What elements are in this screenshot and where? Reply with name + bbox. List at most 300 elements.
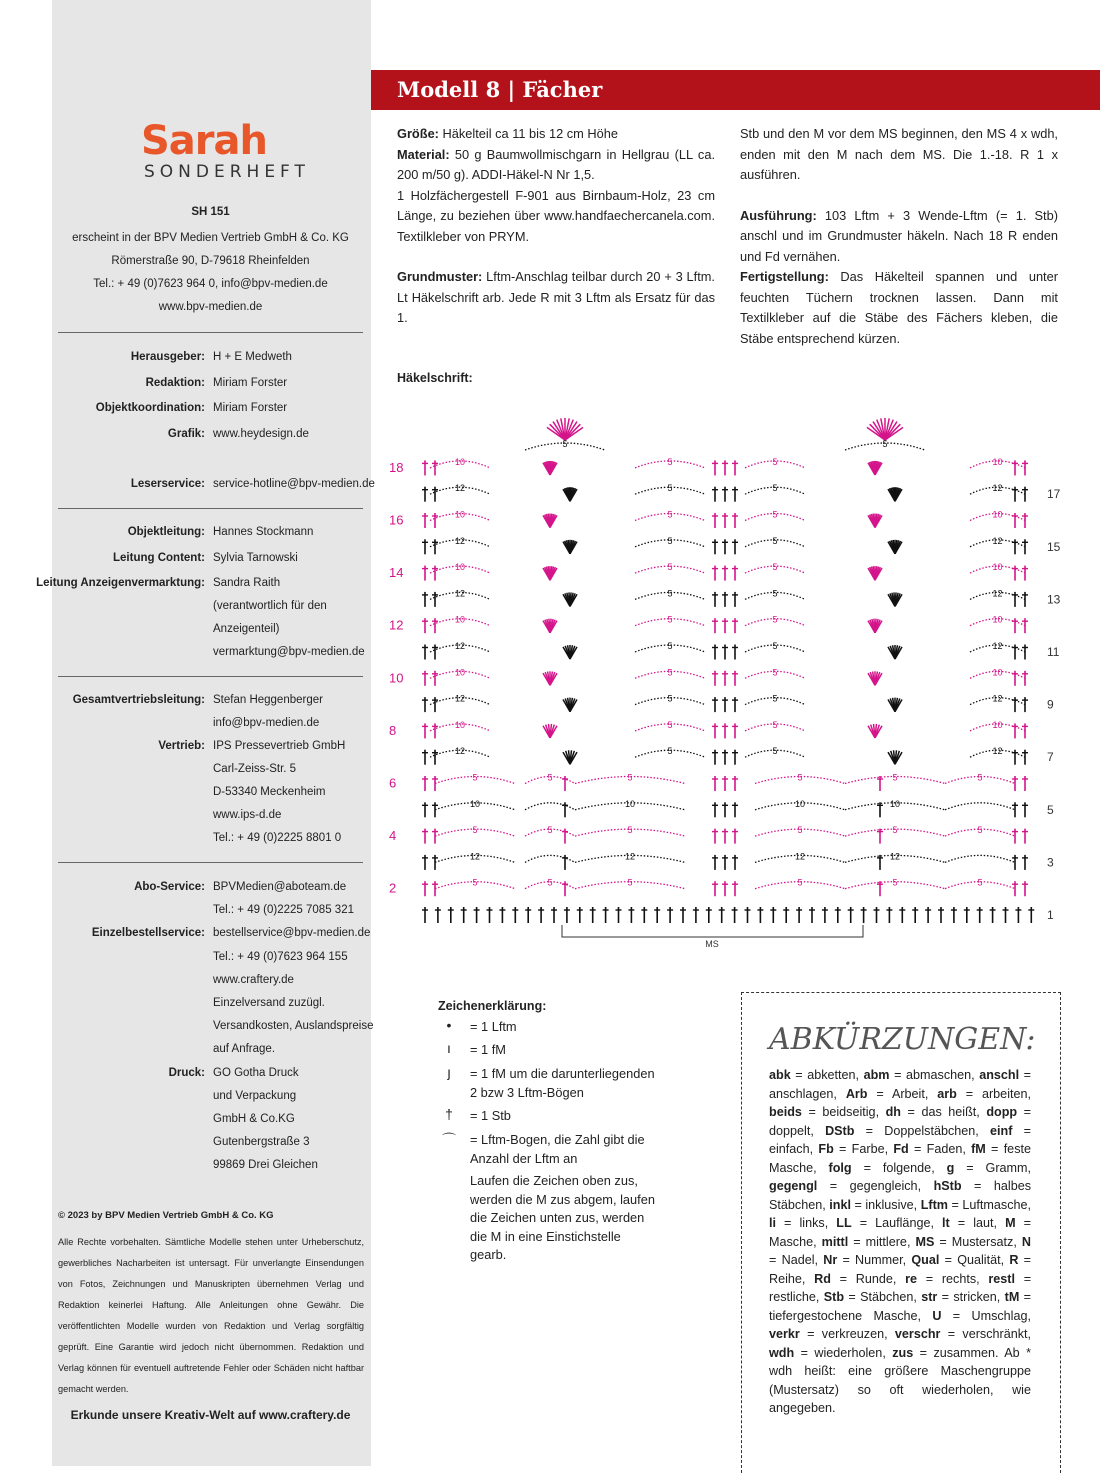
issue-number: SH 151: [191, 206, 230, 218]
stitch-mark: [899, 907, 905, 923]
chain-count-label: 10: [454, 509, 466, 520]
chain-count-label: 5: [772, 588, 778, 599]
abbr-term: li: [769, 1216, 776, 1230]
abbr-meaning: verschränkt: [962, 1327, 1028, 1341]
stitch-mark: [1003, 907, 1009, 923]
chain-count-label: 5: [772, 693, 778, 704]
instruction-paragraph: Ausführung: 103 Lftm + 3 Wende-Lftm (= 1. Stb) anschl und im Grundmuster häkeln. Nach 18 R enden und Fd vernähen.: [740, 207, 1058, 264]
chain-count-label: 5: [667, 535, 673, 546]
row-value: Sylvia Tarnowski: [213, 551, 298, 564]
stitch-mark: [712, 566, 718, 581]
stitch-mark: [1028, 907, 1034, 923]
stitch-mark: [712, 829, 718, 844]
stitch-mark: [732, 907, 738, 923]
chain-arc: [525, 803, 575, 810]
logo-subtitle: SONDERHEFT: [144, 162, 310, 182]
chain-count-label: 12: [889, 851, 901, 862]
row-value: Miriam Forster: [213, 376, 288, 389]
abbr-meaning: restliche: [769, 1290, 816, 1304]
abbr-meaning: Gramm: [985, 1160, 1028, 1175]
row-value: H + E Medweth: [213, 351, 292, 363]
abbr-term: Rd: [814, 1271, 831, 1286]
stitch-mark: [722, 723, 728, 738]
stitch-mark: [732, 829, 738, 844]
stitch-mark: [1022, 881, 1028, 896]
abbr-meaning: zusammen: [933, 1345, 996, 1360]
chain-count-label: 5: [667, 746, 673, 757]
stitch-mark: [422, 513, 428, 528]
stitch-mark: [732, 723, 738, 738]
abbr-meaning: Umschlag: [971, 1308, 1028, 1323]
divider: [58, 862, 363, 863]
abbr-term: abm: [863, 1068, 890, 1082]
chain-count-label: 10: [992, 509, 1003, 520]
abbr-term: g: [946, 1160, 955, 1175]
stitch-mark: [432, 592, 438, 607]
chain-count-label: 5: [472, 825, 478, 836]
row-number-left: 10: [389, 670, 404, 686]
legend-text: = 1 fM: [470, 1042, 506, 1057]
row-value: 99869 Drei Gleichen: [213, 1159, 318, 1172]
page-title: Modell 8 | Fächer: [397, 77, 603, 102]
row-value: Sandra Raith: [213, 577, 281, 589]
stitch-mark: [432, 750, 438, 765]
row-number-left: 8: [389, 722, 397, 738]
abbreviations-title: ABKÜRZUNGEN:: [769, 1022, 1036, 1057]
abbr-meaning: Nadel: [781, 1253, 815, 1267]
row-value: GmbH & Co.KG: [213, 1113, 295, 1125]
chain-count-label: 5: [977, 772, 983, 783]
stitch-mark: [938, 907, 944, 923]
row-number-left: 6: [389, 775, 397, 791]
stitch-mark: [722, 776, 728, 791]
chain-count-label: 10: [624, 798, 636, 809]
abbr-meaning: Stäbchen: [860, 1290, 914, 1304]
stitch-mark: [422, 855, 428, 870]
legend-symbol-icon: ı: [447, 1040, 451, 1056]
abbr-term: N: [1021, 1234, 1031, 1249]
stitch-mark: [1022, 855, 1028, 870]
abbr-meaning: halbes Stäbchen: [769, 1179, 1032, 1212]
stitch-mark: [551, 907, 557, 923]
stitch-mark: [432, 539, 438, 554]
row-value: Einzelversand zuzügl.: [213, 997, 325, 1009]
chain-count-label: 10: [889, 798, 901, 809]
chain-count-label: 12: [992, 588, 1003, 599]
stitch-mark: [822, 907, 828, 923]
abbr-meaning: rechts: [941, 1271, 977, 1286]
chain-count-label: 5: [562, 439, 568, 449]
stitch-mark: [712, 776, 718, 791]
row-number-right: 1: [1047, 908, 1054, 922]
stitch-mark: [732, 802, 738, 817]
stitch-mark: [461, 907, 467, 923]
footer-link[interactable]: Erkunde unsere Kreativ-Welt auf www.craftery.de: [70, 1408, 351, 1422]
chain-count-label: 12: [624, 851, 636, 862]
stitch-mark: [628, 907, 634, 923]
stitch-mark: [877, 776, 883, 791]
stitch-mark: [432, 697, 438, 712]
abbr-term: Qual: [911, 1253, 940, 1267]
chain-arc: [945, 855, 1015, 862]
legend-text: = 1 Lftm: [470, 1019, 517, 1034]
divider: [58, 676, 363, 677]
stitch-mark: [732, 460, 738, 475]
row-number-right: 15: [1047, 539, 1061, 554]
sidebar-line: Anzeigenteil): [213, 623, 280, 635]
stitch-mark: [422, 907, 428, 923]
abbr-term: tM: [1004, 1290, 1020, 1304]
abbr-meaning: Farbe: [851, 1142, 885, 1156]
instruction-term: Grundmuster:: [397, 269, 483, 284]
stitch-mark: [432, 645, 438, 660]
abbr-meaning: Doppelstäbchen: [884, 1123, 976, 1138]
abbr-term: M: [1005, 1216, 1016, 1230]
instruction-term: Fertigstellung:: [740, 269, 829, 284]
abbr-term: U: [932, 1308, 942, 1323]
stitch-mark: [432, 460, 438, 475]
stitch-mark: [877, 881, 883, 896]
stitch-mark: [435, 907, 441, 923]
stitch-mark: [712, 487, 718, 502]
row-value: Hannes Stockmann: [213, 526, 314, 538]
stitch-mark: [732, 671, 738, 686]
stitch-mark: [422, 802, 428, 817]
stitch-mark: [719, 907, 725, 923]
stitch-mark: [1022, 618, 1028, 633]
stitch-mark: [499, 907, 505, 923]
legend-text: = 1 fM um die darunterliegenden 2 bzw 3 Lftm-Bögen: [470, 1066, 655, 1100]
row-label: Leitung Content:: [113, 551, 205, 564]
abbr-meaning: links: [799, 1216, 825, 1230]
row-number-right: 11: [1047, 645, 1060, 659]
row-value: Tel.: + 49 (0)2225 8801 0: [213, 832, 342, 844]
chain-count-label: 12: [454, 588, 466, 599]
abbr-meaning: wiederholen: [814, 1345, 883, 1360]
row-value: bestellservice@bpv-medien.de: [213, 927, 371, 940]
stitch-mark: [732, 645, 738, 660]
chain-count-label: 10: [794, 798, 806, 809]
chain-arc: [525, 855, 575, 862]
chain-count-label: 5: [627, 825, 633, 836]
abbr-term: einf: [990, 1123, 1013, 1138]
chain-count-label: 5: [667, 456, 673, 467]
row-number-left: 14: [389, 565, 404, 581]
chain-count-label: 5: [797, 877, 803, 888]
stitch-mark: [693, 907, 699, 923]
row-value: info@bpv-medien.de: [213, 717, 320, 729]
stitch-mark: [712, 802, 718, 817]
row-label: Druck:: [168, 1066, 205, 1079]
stitch-mark: [654, 907, 660, 923]
legend-text: = 1 Stb: [470, 1108, 511, 1123]
row-label: Leitung Anzeigenvermarktung:: [36, 577, 205, 589]
stitch-mark: [732, 697, 738, 712]
row-label: Redaktion:: [145, 376, 205, 389]
abbr-term: Nr: [823, 1253, 838, 1267]
row-label: Vertrieb:: [158, 740, 205, 752]
row-number-right: 5: [1047, 802, 1054, 817]
stitch-mark: [564, 907, 570, 923]
chain-count-label: 5: [772, 509, 778, 520]
chain-count-label: 12: [454, 483, 466, 494]
legend-symbol-icon: •: [446, 1017, 452, 1033]
stitch-mark: [590, 907, 596, 923]
chain-count-label: 5: [667, 509, 673, 520]
abbr-term: beids: [769, 1105, 802, 1119]
abbr-term: Arb: [845, 1086, 868, 1101]
abbr-meaning: mittlere: [865, 1234, 907, 1249]
stitch-mark: [722, 881, 728, 896]
stitch-mark: [603, 907, 609, 923]
abbr-term: MS: [915, 1234, 935, 1249]
stitch-mark: [538, 907, 544, 923]
stitch-mark: [757, 907, 763, 923]
stitch-mark: [432, 566, 438, 581]
legend-symbol-icon: †: [445, 1106, 453, 1122]
stitch-mark: [1022, 592, 1028, 607]
stitch-mark: [809, 907, 815, 923]
stitch-mark: [1012, 881, 1018, 896]
stitch-mark: [722, 566, 728, 581]
stitch-mark: [432, 855, 438, 870]
stitch-mark: [732, 566, 738, 581]
stitch-mark: [722, 487, 728, 502]
chain-count-label: 10: [992, 456, 1003, 467]
chain-count-label: 5: [772, 667, 778, 678]
abbr-term: dh: [885, 1105, 901, 1119]
stitch-mark: [1022, 802, 1028, 817]
stitch-mark: [422, 723, 428, 738]
row-value: Versandkosten, Auslandspreise: [213, 1020, 374, 1033]
chain-count-label: 5: [977, 825, 983, 836]
row-value: Tel.: + 49 (0)7623 964 155: [213, 950, 348, 963]
abbr-term: folg: [828, 1160, 852, 1175]
legend-symbol-icon: ȷ: [447, 1064, 451, 1080]
abbr-term: restl: [988, 1271, 1015, 1286]
stitch-mark: [422, 671, 428, 686]
publisher-line: Tel.: + 49 (0)7623 964 0, info@bpv-medien.de: [93, 278, 328, 290]
stitch-mark: [422, 776, 428, 791]
abbr-meaning: abketten: [807, 1068, 856, 1082]
abbr-meaning: verkreuzen: [821, 1327, 885, 1341]
row-value: www.heydesign.de: [213, 427, 309, 440]
stitch-mark: [732, 618, 738, 633]
row-number-right: 3: [1047, 855, 1054, 870]
abbr-meaning: stricken: [953, 1290, 997, 1304]
chain-count-label: 12: [992, 746, 1003, 757]
legend-title: Zeichenerklärung:: [438, 999, 547, 1013]
row-value: IPS Pressevertrieb GmbH: [213, 740, 346, 752]
stitch-mark: [722, 513, 728, 528]
chain-count-label: 5: [772, 456, 778, 467]
chain-count-label: 5: [667, 719, 673, 730]
abbr-meaning: gegengleich: [849, 1179, 918, 1193]
abbr-term: arb: [937, 1086, 957, 1101]
stitch-mark: [706, 907, 712, 923]
stitch-mark: [712, 645, 718, 660]
chain-count-label: 10: [454, 614, 466, 625]
stitch-mark: [562, 829, 568, 844]
chain-count-label: 5: [667, 483, 673, 494]
abbr-term: Lftm: [920, 1197, 948, 1212]
stitch-mark: [422, 487, 428, 502]
stitch-mark: [422, 697, 428, 712]
instruction-term: Material:: [397, 146, 450, 162]
abbr-term: zus: [892, 1345, 914, 1360]
logo-brand: Sarah: [141, 118, 267, 164]
chain-count-label: 10: [992, 562, 1003, 573]
stitch-mark: [525, 907, 531, 923]
row-number-left: 18: [389, 459, 404, 475]
stitch-mark: [796, 907, 802, 923]
chain-count-label: 5: [667, 588, 673, 599]
divider: [58, 508, 363, 509]
chain-count-label: 10: [454, 667, 466, 678]
chain-count-label: 5: [472, 877, 478, 888]
abbr-meaning: einfach: [769, 1142, 810, 1156]
chain-count-label: 10: [454, 456, 466, 467]
instruction-paragraph: Größe: Häkelteil ca 11 bis 12 cm Höhe: [397, 126, 618, 141]
chain-count-label: 5: [547, 825, 553, 836]
chain-count-label: 10: [454, 719, 466, 730]
stitch-mark: [712, 460, 718, 475]
row-value: www.craftery.de: [213, 973, 294, 986]
stitch-mark: [432, 671, 438, 686]
stitch-mark: [722, 671, 728, 686]
instructions-col-1: [397, 124, 715, 329]
row-value: BPVMedien@aboteam.de: [213, 881, 347, 893]
stitch-mark: [641, 907, 647, 923]
abbr-meaning: feste Masche: [769, 1142, 1031, 1175]
abbr-meaning: das heißt: [921, 1105, 977, 1119]
abbr-term: gegengl: [769, 1179, 818, 1193]
stitch-mark: [722, 697, 728, 712]
chain-count-label: 12: [992, 483, 1003, 494]
sidebar-line: vermarktung@bpv-medien.de: [213, 646, 365, 658]
stitch-mark: [432, 723, 438, 738]
stitch-mark: [877, 829, 883, 844]
chain-count-label: 5: [772, 746, 778, 757]
stitch-mark: [432, 487, 438, 502]
abbr-meaning: Mustersatz: [951, 1234, 1014, 1249]
stitch-mark: [562, 881, 568, 896]
abbr-meaning: doppelt: [769, 1123, 811, 1138]
stitch-mark: [422, 881, 428, 896]
stitch-mark: [1022, 829, 1028, 844]
stitch-mark: [732, 513, 738, 528]
row-value: Stefan Heggenberger: [213, 694, 323, 706]
abbr-meaning: abmaschen: [906, 1068, 972, 1082]
row-label: Objektkoordination:: [95, 402, 205, 414]
row-number-right: 13: [1047, 592, 1061, 607]
chain-count-label: 12: [454, 641, 466, 651]
stitch-mark: [432, 513, 438, 528]
row-number-left: 12: [389, 617, 404, 633]
chain-count-label: 5: [627, 877, 633, 888]
chain-count-label: 5: [667, 667, 673, 678]
stitch-mark: [712, 671, 718, 686]
stitch-mark: [722, 592, 728, 607]
stitch-mark: [680, 907, 686, 923]
stitch-mark: [877, 855, 883, 870]
instruction-paragraph: Grundmuster: Lftm-Anschlag teilbar durch 20 + 3 Lftm. Lt Häkelschrift arb. Jede R mit 3 Lftm als Ersatz für das 1.: [397, 269, 715, 325]
chain-count-label: 5: [547, 877, 553, 888]
chain-count-label: 5: [797, 772, 803, 783]
stitch-mark: [667, 907, 673, 923]
stitch-mark: [1015, 907, 1021, 923]
stitch-mark: [422, 592, 428, 607]
stitch-mark: [732, 750, 738, 765]
abbr-term: Fb: [818, 1142, 834, 1156]
instructions-col-2: [740, 124, 1058, 349]
chain-count-label: 5: [797, 825, 803, 836]
abbr-term: re: [905, 1271, 918, 1286]
abbr-meaning: Nummer: [855, 1253, 903, 1267]
row-label: Objektleitung:: [127, 526, 205, 538]
abbr-term: anschl: [979, 1068, 1020, 1082]
stitch-mark: [1022, 776, 1028, 791]
instruction-paragraph: Fertigstellung: Das Häkelteil spannen und unter feuchten Tüchern trocknen lassen. Dann mit Textilkleber auf die Stäbe des Fächers kleben, die Stäbe entsprechend kürzen.: [740, 269, 1058, 346]
chain-count-label: 5: [892, 772, 898, 783]
row-number-left: 4: [389, 828, 397, 844]
abbr-meaning: Luftmasche: [962, 1197, 1028, 1212]
stitch-mark: [732, 855, 738, 870]
abbr-meaning: Qualität: [957, 1253, 1001, 1267]
row-value: www.ips-d.de: [213, 809, 282, 821]
chain-count-label: 5: [772, 562, 778, 573]
stitch-mark: [848, 907, 854, 923]
chain-count-label: 5: [977, 877, 983, 888]
row-label: Herausgeber:: [130, 351, 205, 363]
abbr-term: lt: [942, 1216, 950, 1230]
stitch-mark: [861, 907, 867, 923]
stitch-mark: [712, 855, 718, 870]
crochet-chart: [385, 395, 1065, 955]
abbr-meaning: tiefergestochene Masche: [769, 1308, 918, 1323]
ms-label: MS: [705, 939, 719, 949]
chain-count-label: 5: [667, 641, 673, 651]
stitch-mark: [712, 881, 718, 896]
chain-count-label: 12: [794, 851, 806, 862]
chain-count-label: 5: [772, 614, 778, 625]
abbr-term: abk: [769, 1068, 791, 1082]
instruction-paragraph: Stb und den M vor dem MS beginnen, den MS 4 x wdh, enden mit den M nach dem MS. Die 1.-18. R 1 x ausführen.: [740, 126, 1058, 182]
divider: [58, 332, 363, 333]
stitch-mark: [722, 460, 728, 475]
chain-count-label: 5: [772, 641, 778, 651]
stitch-mark: [886, 907, 892, 923]
abbr-meaning: anschlagen: [769, 1086, 834, 1101]
stitch-mark: [835, 907, 841, 923]
stitch-mark: [487, 907, 493, 923]
chain-count-label: 5: [772, 483, 778, 494]
stitch-mark: [877, 802, 883, 817]
reader-service-label: Leserservice:: [130, 478, 205, 490]
row-number-right: 9: [1047, 697, 1054, 712]
stitch-mark: [422, 566, 428, 581]
stitch-mark: [616, 907, 622, 923]
stitch-mark: [712, 539, 718, 554]
stitch-mark: [722, 829, 728, 844]
ms-bracket: [562, 925, 863, 937]
abbr-term: verschr: [894, 1327, 941, 1341]
chain-count-label: 12: [992, 641, 1003, 651]
abbr-tail: Ab * wdh heißt: eine größere Maschengruppe (Mustersatz) so oft wiederholen, wie angegeben.: [769, 1345, 1031, 1415]
stitch-mark: [722, 802, 728, 817]
sidebar-line: (verantwortlich für den: [213, 600, 327, 612]
abbr-meaning: folgende: [882, 1160, 932, 1175]
